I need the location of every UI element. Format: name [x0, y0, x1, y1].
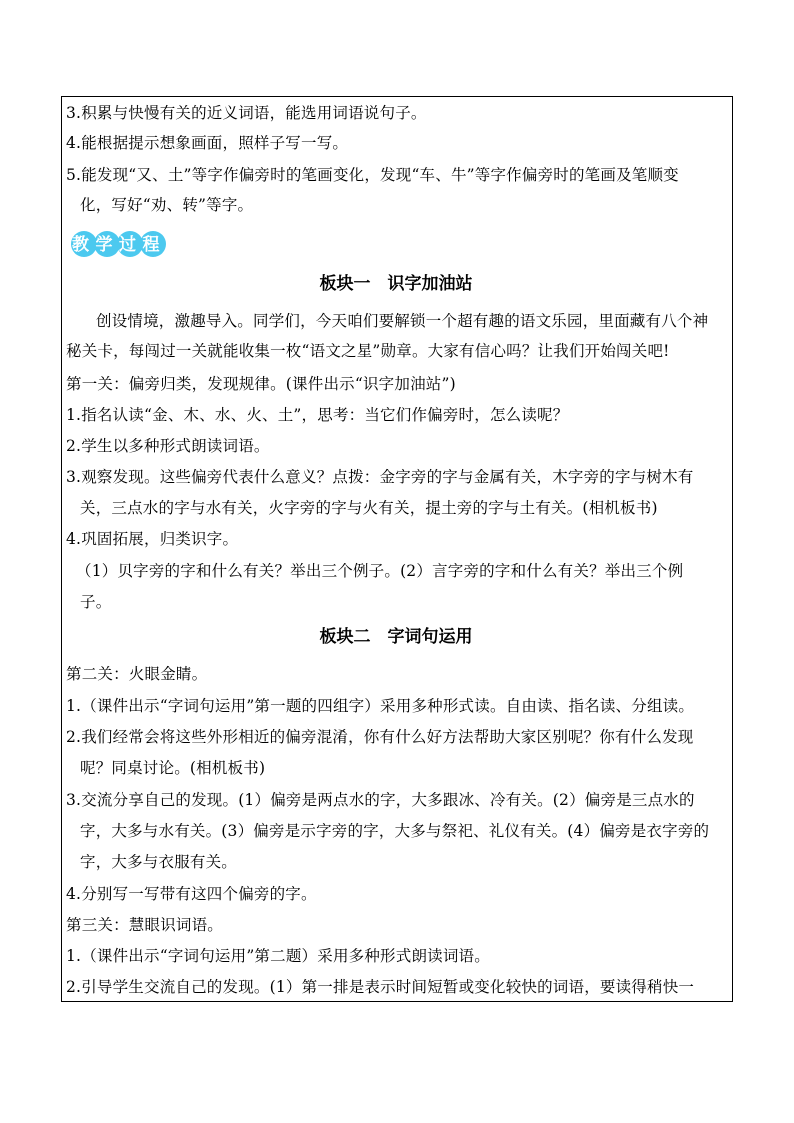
block1-item-4: 4.巩固拓展，归类识字。 — [66, 530, 239, 548]
level2-heading: 第二关：火眼金睛。 — [66, 665, 208, 683]
block2-item-3-cont1: 字，大多与水有关。(3）偏旁是示字旁的字，大多与祭祀、礼仪有关。(4）偏旁是衣字旁的 — [80, 822, 710, 840]
level3-heading: 第三关：慧眼识词语。 — [66, 916, 224, 934]
level1-heading: 第一关：偏旁归类，发现规律。(课件出示“识字加油站”) — [66, 375, 456, 393]
block2-level3-item-2: 2.引导学生交流自己的发现。(1）第一排是表示时间短暂或变化较快的词语，要读得稍快一 — [66, 978, 695, 996]
badge-text: 教学过程 — [72, 235, 166, 255]
block1-item-3: 3.观察发现。这些偏旁代表什么意义？点拨：金字旁的字与金属有关，木字旁的字与树木有 — [66, 468, 694, 486]
block2-item-3: 3.交流分享自己的发现。(1）偏旁是两点水的字，大多跟冰、冷有关。(2）偏旁是三点水的 — [66, 791, 695, 809]
block1-title: 板块一 识字加油站 — [319, 274, 473, 294]
block1-intro-1: 创设情境，激趣导入。同学们，今天咱们要解锁一个超有趣的语文乐园，里面藏有八个神 — [96, 312, 709, 330]
objective-3: 3.积累与快慢有关的近义词语，能选用词语说句子。 — [66, 104, 427, 122]
block2-item-3-cont2: 字，大多与衣服有关。 — [80, 853, 238, 871]
block2-level3-item-1: 1.（课件出示“字词句运用”第二题）采用多种形式朗读词语。 — [66, 947, 490, 965]
objective-4: 4.能根据提示想象画面，照样子写一写。 — [66, 134, 349, 152]
block1-intro-2: 秘关卡，每闯过一关就能收集一枚“语文之星”勋章。大家有信心吗？让我们开始闯关吧! — [66, 342, 670, 360]
block2-item-2: 2.我们经常会将这些外形相近的偏旁混淆，你有什么好方法帮助大家区别呢？你有什么发现 — [66, 728, 694, 746]
section-badge — [70, 229, 168, 259]
objective-5-cont: 化，写好“劝、转”等字。 — [80, 196, 254, 214]
block2-item-4: 4.分别写一写带有这四个偏旁的字。 — [66, 885, 317, 903]
block1-item-2: 2.学生以多种形式朗读词语。 — [66, 437, 270, 455]
block2-title: 板块二 字词句运用 — [319, 627, 473, 647]
badge-graphic — [70, 229, 168, 259]
block2-item-1: 1.（课件出示“字词句运用”第一题的四组字）采用多种形式读。自由读、指名读、分组读。 — [66, 697, 695, 715]
block1-item-1: 1.指名认读“金、木、水、火、土”，思考：当它们作偏旁时，怎么读呢？ — [66, 406, 569, 424]
block1-item-4-sub-cont: 子。 — [80, 593, 112, 611]
objective-5: 5.能发现“又、土”等字作偏旁时的笔画变化，发现“车、牛”等字作偏旁时的笔画及笔顺变 — [66, 166, 679, 184]
block1-item-3-cont: 关，三点水的字与水有关，火字旁的字与火有关，提土旁的字与土有关。(相机板书) — [80, 499, 658, 517]
block1-item-4-sub: （1）贝字旁的字和什么有关？举出三个例子。(2）言字旁的字和什么有关？举出三个例 — [76, 562, 684, 580]
block2-item-2-cont: 呢？同桌讨论。(相机板书) — [80, 759, 266, 777]
